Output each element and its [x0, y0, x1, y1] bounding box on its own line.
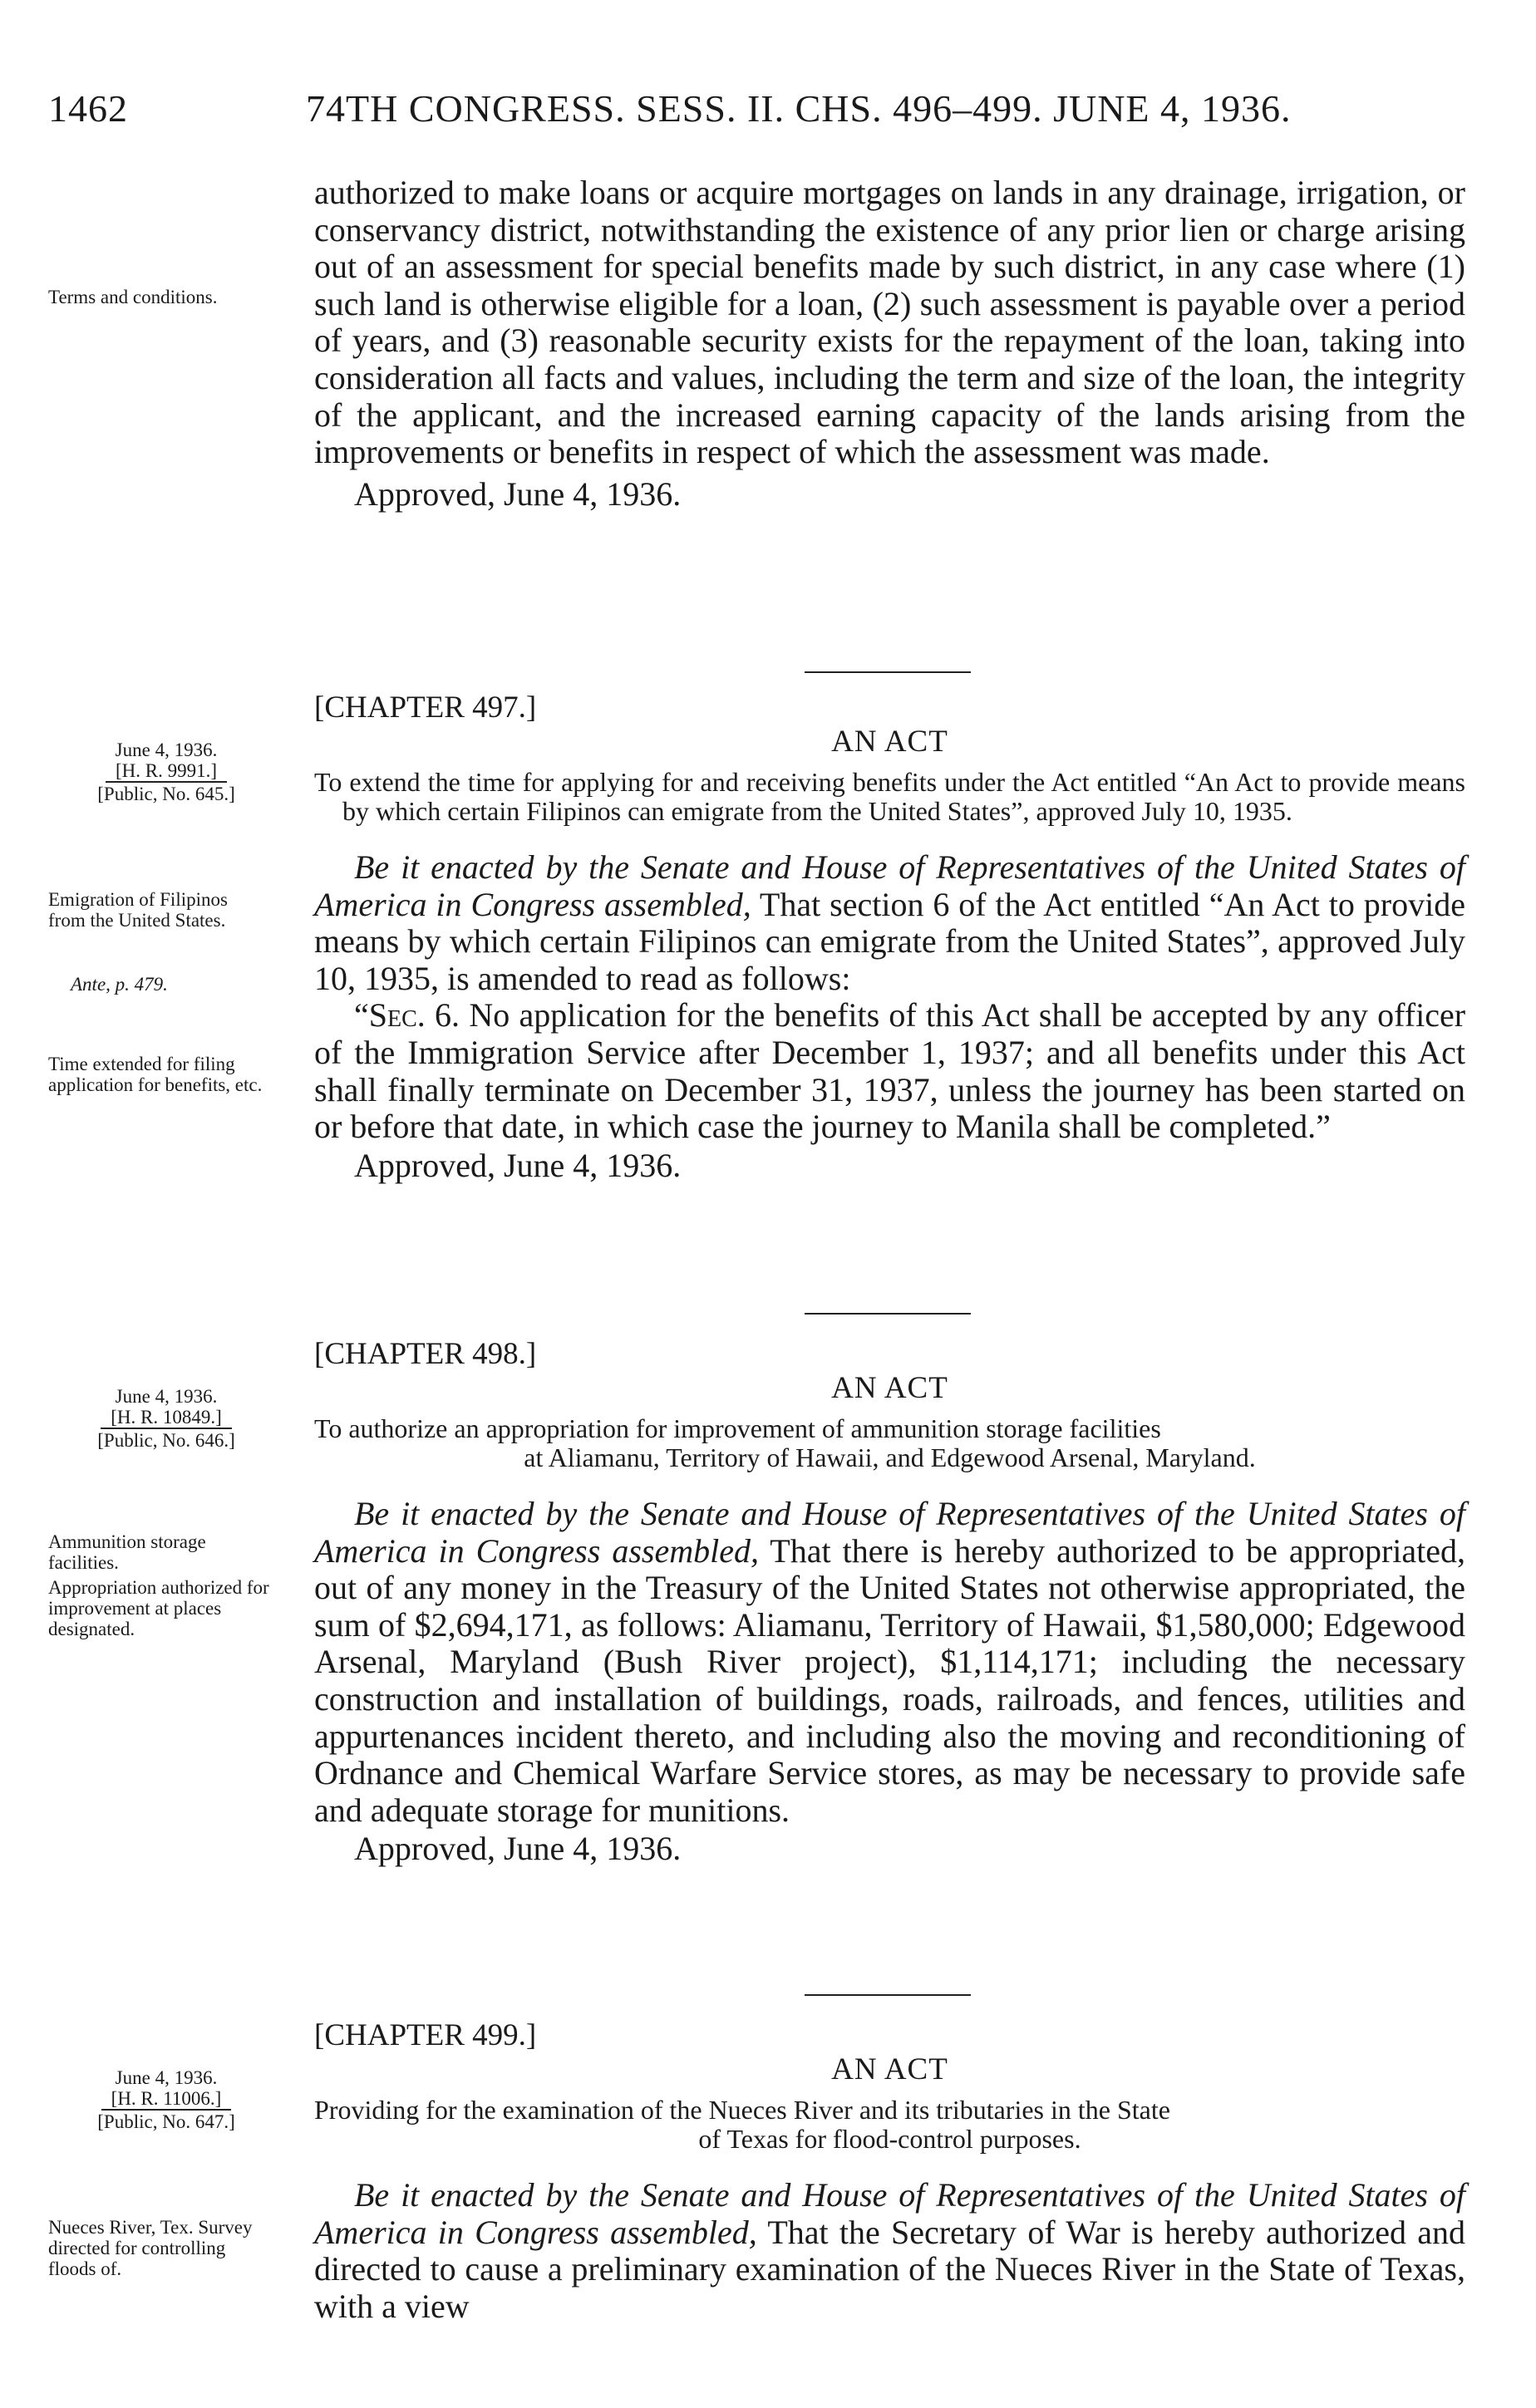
chapter-heading: [CHAPTER 497.] — [314, 690, 537, 725]
public-law-note: [Public, No. 645.] — [97, 784, 235, 804]
act-title: To extend the time for applying for and receiving benefits under the Act entitled “An Act to provide means by which certain Filipinos can emigrate from the United States”, approved July 10, 1935. — [314, 767, 1465, 826]
chapter-499 — [314, 2017, 1465, 2325]
chapter-heading: [CHAPTER 498.] — [314, 1337, 537, 1371]
section-paragraph — [314, 997, 1465, 1145]
body-text: That there is hereby authorized to be appropriated, out of any money in the Treasury of the United States not otherwise appropriated, the sum of $2,694,171, as follows: Aliamanu, Territory of Hawaii, $1,580,000; Edgewood Arsenal, Maryland (Bush River project), $1,114,171; including the necessary construction and installation of buildings, roads, railroads, and fences, utilities and appurtenances incident thereto, and including also the moving and reconditioning of Ordnance and Chemical Warfare Service stores, as may be necessary to provide safe and adequate storage for munitions. — [314, 1531, 1466, 1829]
margin-note-ammunition: Ammunition storage facilities. — [48, 1531, 206, 1573]
enacting-clause: Be it enacted by the Senate and House of Representatives of the United States of America in Congress assembled, — [314, 848, 1465, 923]
date-note: June 4, 1936. — [115, 1386, 218, 1407]
act-title: Providing for the examination of the Nueces River and its tributaries in the State of Texas for flood-control purposes. — [314, 2095, 1170, 2154]
public-law-note: [Public, No. 646.] — [97, 1430, 235, 1451]
approved-line: Approved, June 4, 1936. — [354, 1830, 682, 1868]
enacting-clause: Be it enacted by the Senate and House of Representatives of the United States of America in Congress assembled, — [314, 2176, 1465, 2251]
margin-ref: Ante, p. 479. — [71, 974, 168, 995]
margin-note-terms: Terms and conditions. — [48, 287, 218, 307]
running-head-title: 74TH CONGRESS. SESS. II. CHS. 496–499. JUNE 4, 1936. — [306, 87, 1292, 130]
chapter-498 — [314, 1336, 1465, 1868]
section-rule — [805, 1313, 971, 1315]
approved-line: Approved, June 4, 1936. — [354, 474, 682, 513]
enacting-clause: Be it enacted by the Senate and House of Representatives of the United States of America in Congress assembled, — [314, 1495, 1465, 1570]
page-number: 1462 — [48, 87, 128, 130]
bill-note: [H. R. 10849.] — [50, 1407, 283, 1429]
bill-note: [H. R. 9991.] — [50, 760, 283, 783]
date-note: June 4, 1936. — [115, 2067, 218, 2088]
date-note: June 4, 1936. — [115, 740, 218, 760]
bill-note: [H. R. 11006.] — [50, 2088, 283, 2111]
act-title: To authorize an appropriation for improvement of ammunition storage facilities at Aliamanu, Territory of Hawaii, and Edgewood Arsenal, Maryland. — [314, 1413, 1256, 1472]
act-heading: AN ACT — [831, 1371, 948, 1405]
act-heading: AN ACT — [831, 725, 948, 759]
margin-note-nueces: Nueces River, Tex. Survey directed for controlling floods of. — [48, 2217, 253, 2279]
act-body — [314, 2177, 1465, 2325]
section-text: No application for the benefits of this Act shall be accepted by any officer of the Immigration Service after December 1, 1937; and all benefits under this Act shall finally terminate on December 31, 1937, unless the journey has been started on or before that date, in which case the journey to Manila shall be completed.” — [314, 996, 1466, 1146]
public-law-note: [Public, No. 647.] — [97, 2111, 235, 2132]
section-label: “Sec. 6. — [354, 996, 460, 1034]
chapter-497 — [314, 690, 1465, 1184]
margin-note-time: Time extended for filing application for benefits, etc. — [48, 1054, 263, 1095]
continuation-text: authorized to make loans or acquire mortgages on lands in any drainage, irrigation, or conservancy district, notwithstanding the existence of any prior lien or charge arising out of an assessment for special benefits made by such district, in any case where (1) such land is otherwise eligible for a loan, (2) such assessment is payable over a period of years, and (3) reasonable security exists for the repayment of the loan, taking into consideration all facts and values, including the term and size of the loan, the integrity of the applicant, and the increased earning capacity of the lands arising from the improvements or benefits in respect of which the assessment was made. — [314, 174, 1465, 471]
margin-note-emigration: Emigration of Filipinos from the United States. — [48, 889, 228, 931]
chapter-heading: [CHAPTER 499.] — [314, 2018, 537, 2052]
body-text: That section 6 of the Act entitled “An Act to provide means by which certain Filipinos can emigrate from the United States”, approved July 10, 1935, is amended to read as follows: — [314, 885, 1465, 997]
act-body — [314, 849, 1465, 997]
running-header — [48, 86, 1478, 136]
margin-note-appropriation: Appropriation authorized for improvement at places designated. — [48, 1577, 269, 1639]
act-body — [314, 1496, 1465, 1829]
act-heading: AN ACT — [831, 2052, 948, 2086]
body-text: That the Secretary of War is hereby authorized and directed to cause a preliminary examination of the Nueces River in the State of Texas, with a view — [314, 2213, 1465, 2325]
approved-line: Approved, June 4, 1936. — [354, 1146, 682, 1184]
section-rule — [805, 671, 971, 673]
chapter-496-continuation — [314, 174, 1465, 513]
section-rule — [805, 1994, 971, 1996]
